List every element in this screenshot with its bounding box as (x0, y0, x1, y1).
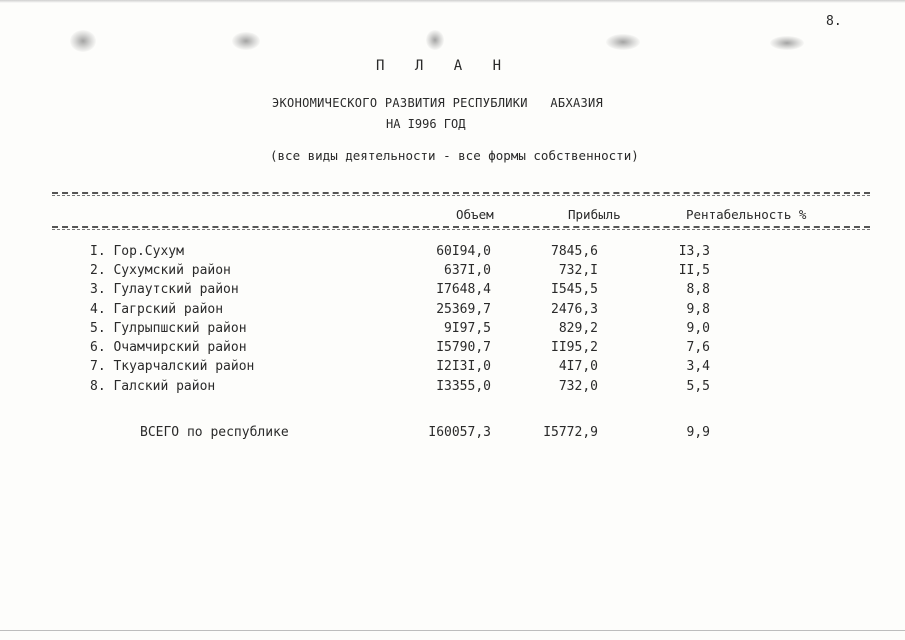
row-profit: II95,2 (551, 340, 598, 355)
row-profitability: I3,3 (678, 244, 710, 259)
total-profitability: 9,9 (686, 425, 710, 440)
page-title: П Л А Н (376, 58, 513, 74)
table-row (0, 263, 905, 282)
row-name: 7. Ткуарчалский район (90, 359, 255, 374)
table-row (0, 244, 905, 263)
row-name: 3. Гулаутский район (90, 282, 239, 297)
table-header-rule-inner (52, 229, 870, 230)
row-profit: 829,2 (558, 321, 598, 336)
total-volume: I60057,3 (428, 425, 491, 440)
row-profitability: 3,4 (686, 359, 710, 374)
row-name: 6. Очамчирский район (90, 340, 247, 355)
row-name: 2. Сухумский район (90, 263, 231, 278)
table-header-rule (52, 226, 870, 228)
row-volume: 637I,0 (444, 263, 491, 278)
scan-smudge (70, 30, 96, 52)
row-profitability: 9,0 (686, 321, 710, 336)
table-row (0, 302, 905, 321)
row-volume: I3355,0 (436, 379, 491, 394)
row-profitability: 8,8 (686, 282, 710, 297)
row-name: 8. Галский район (90, 379, 216, 394)
column-header-volume: Объем (456, 207, 494, 222)
row-profit: 732,I (558, 263, 598, 278)
scan-smudge (770, 36, 804, 50)
row-profit: I545,5 (551, 282, 598, 297)
table-row (0, 379, 905, 398)
row-profitability: 7,6 (686, 340, 710, 355)
scan-edge-top (0, 0, 905, 3)
heading-line-1: ЭКОНОМИЧЕСКОГО РАЗВИТИЯ РЕСПУБЛИКИ АБХАЗИЯ (272, 96, 604, 110)
row-volume: 60I94,0 (436, 244, 491, 259)
heading-line-2: НА I996 ГОД (386, 117, 466, 131)
table-top-rule-inner (52, 195, 870, 196)
scan-smudge (232, 32, 260, 50)
row-profitability: II,5 (678, 263, 710, 278)
row-name: 5. Гулрыпшский район (90, 321, 247, 336)
scan-smudge (606, 34, 640, 50)
table-row (0, 359, 905, 378)
page-number: 8. (826, 14, 842, 29)
scan-edge-bottom (0, 630, 905, 631)
row-volume: 9I97,5 (444, 321, 491, 336)
column-header-profit: Прибыль (568, 207, 621, 222)
row-volume: I7648,4 (436, 282, 491, 297)
table-top-rule (52, 192, 870, 194)
table-row (0, 321, 905, 340)
row-volume: I2I3I,0 (436, 359, 491, 374)
total-label: ВСЕГО по республике (140, 425, 289, 440)
table-row (0, 340, 905, 359)
row-volume: 25369,7 (436, 302, 491, 317)
row-name: 4. Гагрский район (90, 302, 224, 317)
row-profitability: 9,8 (686, 302, 710, 317)
row-volume: I5790,7 (436, 340, 491, 355)
total-profit: I5772,9 (543, 425, 598, 440)
row-name: I. Гор.Сухум (90, 244, 184, 259)
row-profit: 732,0 (558, 379, 598, 394)
total-row (0, 425, 905, 444)
row-profit: 7845,6 (551, 244, 598, 259)
column-header-profitability: Рентабельность % (686, 207, 807, 222)
row-profit: 4I7,0 (558, 359, 598, 374)
row-profitability: 5,5 (686, 379, 710, 394)
row-profit: 2476,3 (551, 302, 598, 317)
scan-smudge (426, 30, 444, 50)
subtitle: (все виды деятельности - все формы собственности) (270, 148, 639, 163)
table-row (0, 282, 905, 301)
